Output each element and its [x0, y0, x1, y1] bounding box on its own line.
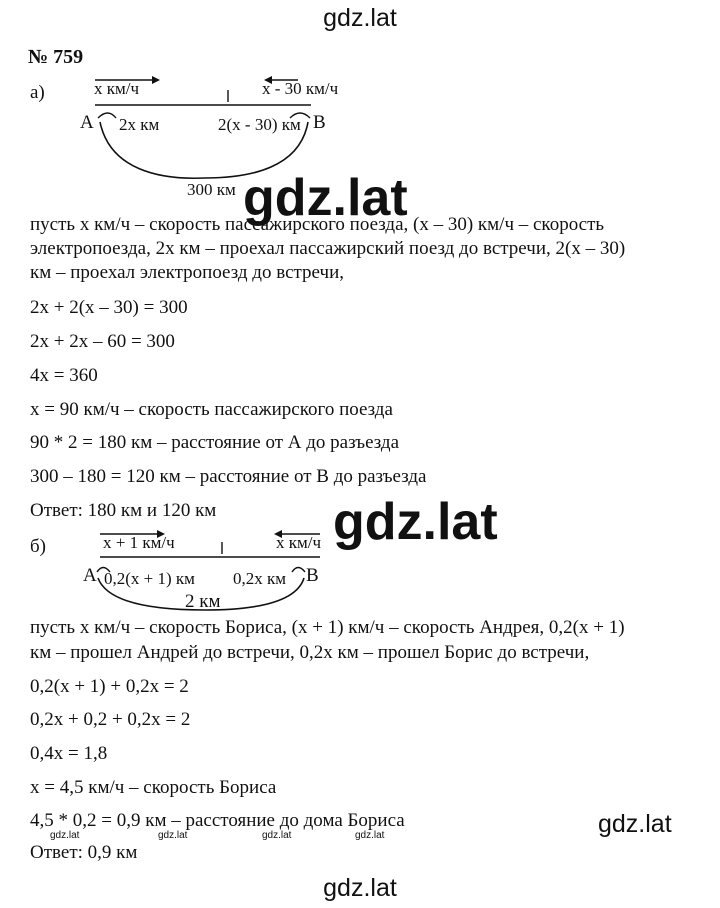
part-b-dist-right: 0,2x км [233, 569, 287, 588]
part-a-text-line: км – проехал электропоезд до встречи, [30, 262, 344, 283]
watermark-small: gdz.lat [355, 830, 385, 841]
part-b-speed-right: x км/ч [276, 533, 322, 552]
part-a-text-line: электропоезда, 2х км – проехал пассажирский поезд до встречи, 2(х – 30) [30, 238, 626, 259]
part-a-text-line: пусть х км/ч – скорость пассажирского поезда, (х – 30) км/ч – скорость [30, 214, 605, 235]
part-b-text-line: км – прошел Андрей до встречи, 0,2х км – прошел Борис до встречи, [30, 642, 590, 663]
part-a-equation: 4х = 360 [30, 365, 98, 386]
part-b-equation: 0,2(х + 1) + 0,2х = 2 [30, 676, 189, 697]
part-b-point-b: B [306, 565, 319, 586]
part-b-equation: х = 4,5 км/ч – скорость Бориса [30, 777, 277, 798]
watermark-top: gdz.lat [323, 4, 397, 32]
watermark-big-2: gdz.lat [333, 493, 498, 551]
part-a-label: а) [30, 82, 45, 103]
right-brace [292, 568, 305, 573]
part-a-answer: Ответ: 180 км и 120 км [30, 500, 217, 521]
watermark-big-1: gdz.lat [243, 169, 408, 227]
part-a-equation: 300 – 180 = 120 км – расстояние от В до разъезда [30, 466, 427, 487]
part-a-total: 300 км [187, 180, 236, 199]
part-a-speed-left: x км/ч [94, 79, 140, 98]
part-a-dist-right: 2(x - 30) км [218, 115, 301, 134]
part-b-text-line: пусть х км/ч – скорость Бориса, (х + 1) км/ч – скорость Андрея, 0,2(х + 1) [30, 617, 625, 638]
watermark-small: gdz.lat [50, 830, 80, 841]
problem-number: № 759 [28, 46, 84, 68]
part-a-point-a: A [80, 112, 94, 133]
part-a-dist-left: 2x км [119, 115, 160, 134]
part-b-point-a: A [83, 565, 97, 586]
watermark-right: gdz.lat [598, 810, 672, 838]
part-a-speed-right: x - 30 км/ч [262, 79, 339, 98]
part-b-total: 2 км [185, 591, 221, 612]
watermark-bottom: gdz.lat [323, 874, 397, 902]
part-b-dist-left: 0,2(x + 1) км [104, 569, 195, 588]
part-a-equation: 2х + 2х – 60 = 300 [30, 331, 175, 352]
part-b-speed-left: x + 1 км/ч [103, 533, 175, 552]
part-a-point-b: B [313, 112, 326, 133]
part-b-equation: 0,4х = 1,8 [30, 743, 108, 764]
part-a-equation: х = 90 км/ч – скорость пассажирского поезда [30, 399, 393, 420]
part-a-equation: 90 * 2 = 180 км – расстояние от А до разъезда [30, 432, 400, 453]
part-a-equation: 2х + 2(х – 30) = 300 [30, 297, 188, 318]
part-b-answer: Ответ: 0,9 км [30, 842, 138, 863]
part-b-label: б) [30, 536, 46, 557]
part-b-equation: 0,2х + 0,2 + 0,2х = 2 [30, 709, 191, 730]
watermark-small: gdz.lat [158, 830, 188, 841]
watermark-small: gdz.lat [262, 830, 292, 841]
part-b-equation: 4,5 * 0,2 = 0,9 км – расстояние до дома Бориса [30, 810, 405, 831]
